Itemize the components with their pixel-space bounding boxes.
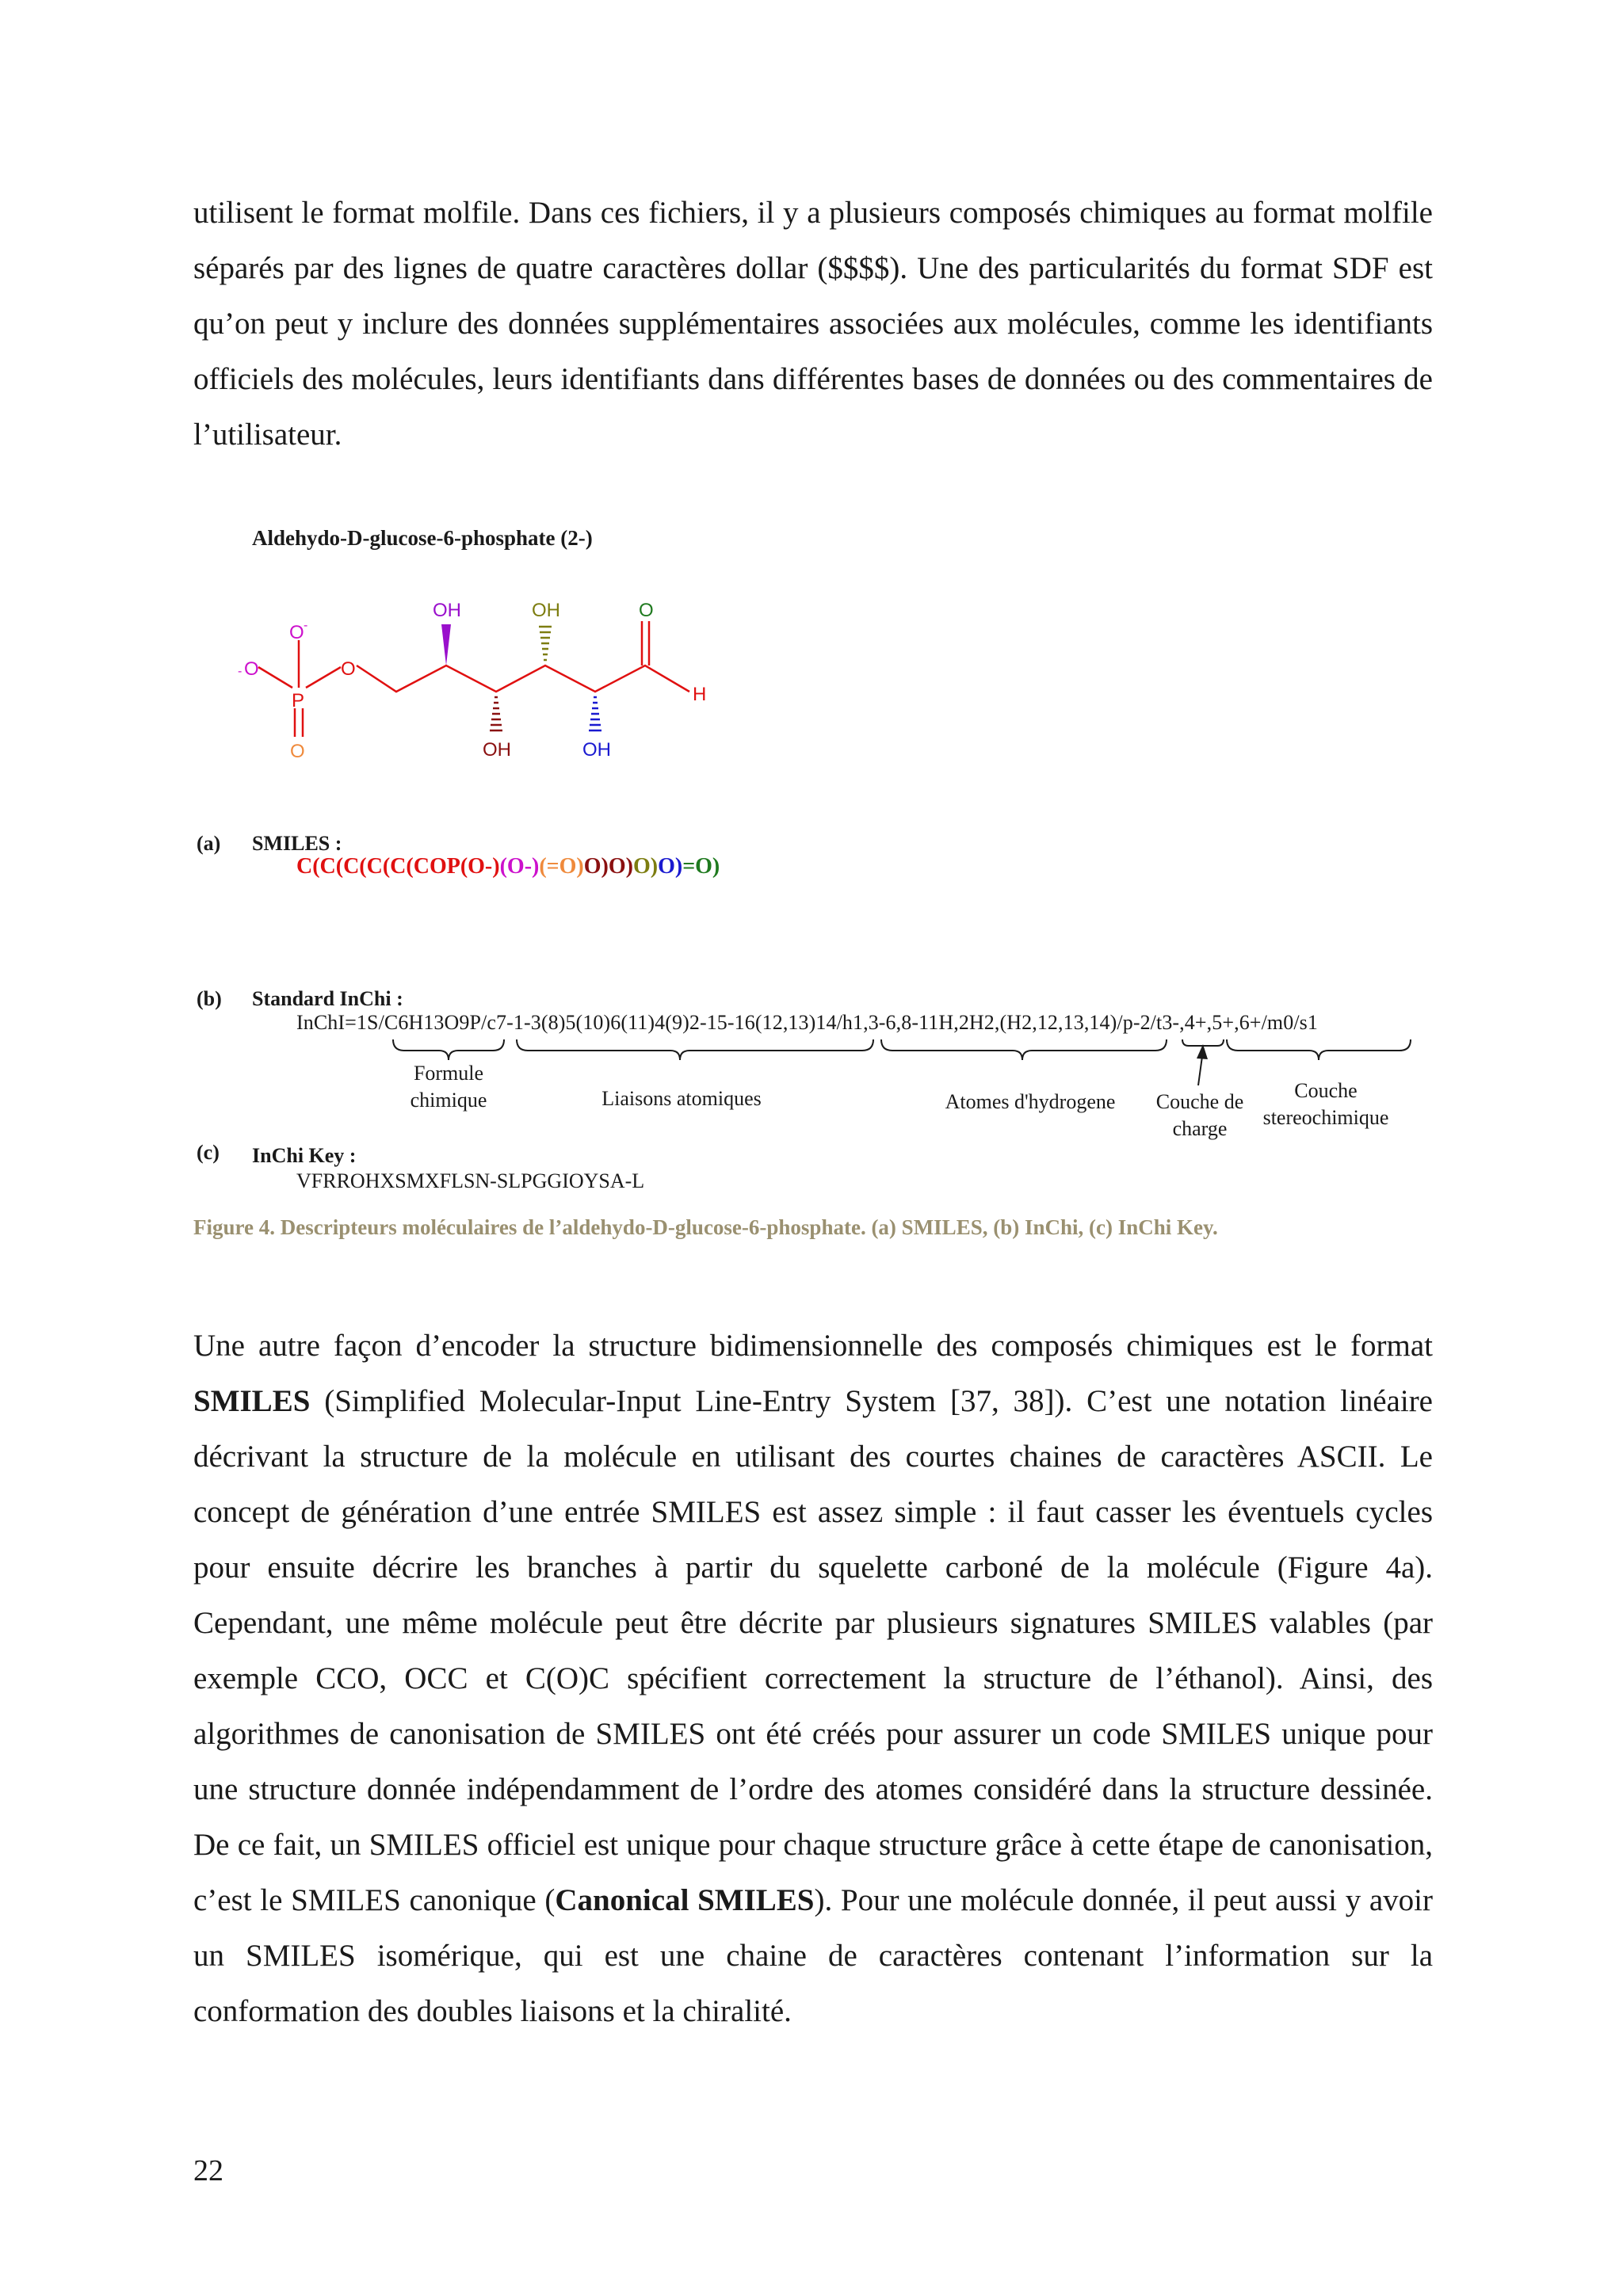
brace-hydrogen xyxy=(881,1039,1167,1060)
label-c: (c) xyxy=(197,1141,220,1164)
annotation-stereo: Couche stereochimique xyxy=(1262,1079,1389,1129)
paragraph-smiles-text-3: ). Pour une molécule donnée, il peut aussi y avoir un SMILES isomérique, qui est une chaine de caractères contenant l’information sur la conformation des doubles liaisons et la chiralité. xyxy=(193,1883,1433,2028)
smiles-part-7: O) xyxy=(658,854,683,879)
label-b: (b) xyxy=(197,987,222,1010)
brace-formula xyxy=(393,1039,504,1060)
atom-o-double: O xyxy=(290,741,305,762)
smiles-label: SMILES : xyxy=(252,832,342,855)
charge-top: - xyxy=(304,619,308,632)
atom-o-left: O xyxy=(244,658,259,680)
term-smiles: SMILES xyxy=(193,1384,311,1418)
smiles-part-3: (=O) xyxy=(539,854,584,879)
label-a: (a) xyxy=(197,832,221,855)
atom-oh4: OH xyxy=(582,739,611,761)
paragraph-molfile: utilisent le format molfile. Dans ces fichiers, il y a plusieurs composés chimiques au format molfile séparés par des lignes de quatre caractères dollar ($$$$). Une des particularités du format SDF est qu’on peut y inclure des données supplémentaires associées aux molécules, comme les identifiants officiels des molécules, leurs identifiants dans différentes bases de données ou des commentaires de l’utilisateur. xyxy=(193,196,1433,452)
molecule-title: Aldehydo-D-glucose-6-phosphate (2-) xyxy=(252,526,593,550)
paragraph-smiles-text-1: Une autre façon d’encoder la structure bidimensionnelle des composés chimiques est le format xyxy=(193,1329,1433,1363)
charge-left: - xyxy=(238,665,242,678)
annotation-bonds: Liaisons atomiques xyxy=(601,1087,762,1110)
atom-oh2: OH xyxy=(483,739,511,761)
term-canonical-smiles: Canonical SMILES xyxy=(555,1883,815,1917)
brace-bonds xyxy=(517,1039,873,1060)
brace-stereo xyxy=(1227,1039,1411,1060)
annotation-hydrogen: Atomes d'hydrogene xyxy=(945,1090,1116,1113)
inchi-string: InChI=1S/C6H13O9P/c7-1-3(8)5(10)6(11)4(9)2-15-16(12,13)14/h1,3-6,8-11H,2H2,(H2,12,13,14)/p-2/t3-,4+,5+,6+/m0/s1 xyxy=(296,1011,1318,1034)
inchikey-value: VFRROHXSMXFLSN-SLPGGIOYSA-L xyxy=(296,1169,645,1192)
smiles-part-1: C(C(C(C(C(COP(O-) xyxy=(296,854,500,879)
atom-o-link: O xyxy=(341,658,356,680)
annotation-charge: Couche de charge xyxy=(1155,1090,1244,1140)
atom-p: P xyxy=(292,690,305,711)
atom-oh1: OH xyxy=(433,600,461,621)
smiles-part-6: O) xyxy=(632,854,659,879)
figure-caption: Figure 4. Descripteurs moléculaires de l’aldehydo-D-glucose-6-phosphate. (a) SMILES, (b) InChi, (c) InChi Key. xyxy=(193,1215,1218,1239)
atom-oh3: OH xyxy=(532,600,560,621)
smiles-part-8: =O) xyxy=(682,854,720,879)
page-number: 22 xyxy=(193,2154,223,2187)
smiles-part-2: (O-) xyxy=(499,854,540,879)
inchikey-label: InChi Key : xyxy=(252,1144,357,1167)
annotation-formula: Formule chimique xyxy=(410,1062,487,1112)
atom-o-aldehyde: O xyxy=(639,600,654,621)
smiles-part-5: O) xyxy=(608,854,633,879)
paragraph-smiles-text-2: (Simplified Molecular-Input Line-Entry System [37, 38]). C’est une notation linéaire décrivant la structure de la molécule en utilisant des courtes chaines de caractères ASCII. Le concept de génération d’une entrée SMILES est assez simple : il faut casser les éventuels cycles pour ensuite décrire les branches à partir du squelette carboné de la molécule (Figure 4a). Cependant, une même molécule peut être décrite par plusieurs signatures SMILES valables (par exemple CCO, OCC et C(O)C spécifient correctement la structure de l’éthanol). Ainsi, des algorithmes de canonisation de SMILES ont été créés pour assurer un code SMILES unique pour une structure donnée indépendamment de l’ordre des atomes considéré dans la structure dessinée. De ce fait, un SMILES officiel est unique pour chaque structure grâce à cette étape de canonisation, c’est le SMILES canonique ( xyxy=(193,1384,1433,1917)
atom-h-aldehyde: H xyxy=(693,684,707,705)
inchi-label: Standard InChi : xyxy=(252,987,403,1010)
paragraph-smiles xyxy=(193,1318,1433,2039)
smiles-part-4: O) xyxy=(583,854,609,879)
atom-o-top: O xyxy=(289,622,304,643)
